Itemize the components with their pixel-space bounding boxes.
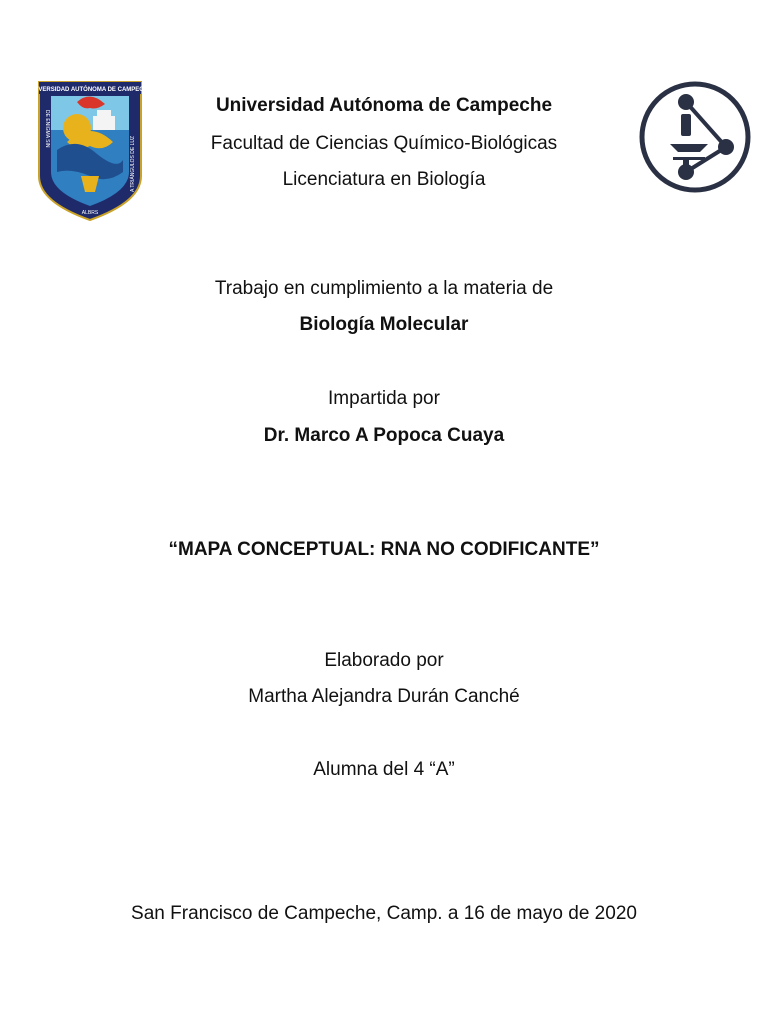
program-name: Licenciatura en Biología	[282, 169, 486, 190]
shield-banner-text: UNIVERSIDAD AUTÓNOMA DE CAMPECHE	[28, 87, 152, 93]
instructor-name: Dr. Marco A Popoca Cuaya	[263, 425, 505, 446]
author-group: Alumna del 4 “A”	[313, 759, 455, 780]
place-date: San Francisco de Campeche, Camp. a 16 de mayo de 2020	[131, 903, 637, 924]
author-label: Elaborado por	[324, 650, 444, 671]
shield-left-motto: DE ENIGMA SIN	[44, 110, 50, 148]
instructor-label: Impartida por	[328, 388, 440, 409]
author-name: Martha Alejandra Durán Canché	[248, 686, 520, 707]
faculty-name: Facultad de Ciencias Químico-Biológicas	[210, 133, 558, 154]
document-title: “MAPA CONCEPTUAL: RNA NO CODIFICANTE”	[168, 539, 600, 560]
course-name: Biología Molecular	[299, 314, 469, 335]
shield-bottom-text: ALBRS	[81, 210, 99, 216]
university-name: Universidad Autónoma de Campeche	[215, 95, 553, 116]
shield-right-motto: A TRIÁNGULOS DE LUZ	[130, 135, 136, 192]
course-intro: Trabajo en cumplimiento a la materia de	[214, 278, 554, 299]
